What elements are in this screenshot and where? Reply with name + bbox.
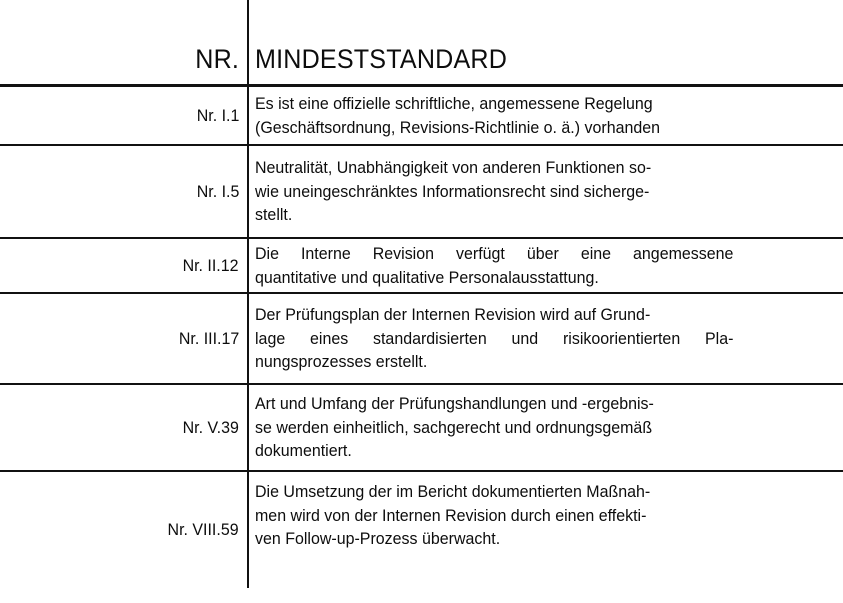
row-number-label: Nr. II.12 (183, 255, 239, 275)
table-row (0, 239, 843, 294)
text-line: ven Follow-up-Prozess überwacht. (255, 529, 501, 548)
row-number-label: Nr. I.1 (196, 105, 239, 125)
row-standard-text (255, 156, 739, 227)
row-number-label: Nr. V.39 (182, 417, 239, 437)
row-number-cell (0, 239, 247, 292)
text-line: Der Prüfungsplan der Internen Revision wird auf Grund- (255, 305, 651, 325)
header-label-standard: MINDESTSTANDARD (255, 44, 508, 74)
table-row (0, 385, 843, 472)
table-row (0, 472, 843, 588)
text-line: Die Umsetzung der im Bericht dokumentierten Maßnah- (255, 482, 651, 501)
table-row (0, 87, 843, 146)
row-number-cell (0, 472, 247, 588)
row-standard-text (255, 92, 739, 139)
text-line: quantitative und qualitative Personalausstattung. (255, 267, 599, 287)
row-standard-cell (247, 294, 843, 383)
text-line: wie uneingeschränktes Informationsrecht sind sicherge- (255, 181, 650, 201)
row-number-cell (0, 87, 247, 144)
text-line: men wird von der Internen Revision durch einen effekti- (255, 505, 647, 525)
row-standard-text (255, 480, 739, 551)
row-standard-cell (247, 239, 843, 292)
text-line: se werden einheitlich, sachgerecht und ordnungsgemäß (255, 417, 653, 437)
row-standard-cell (247, 146, 843, 237)
row-standard-text (255, 303, 739, 374)
text-line: nungsprozesses erstellt. (255, 352, 428, 372)
row-standard-cell (247, 472, 843, 588)
table-header-row (0, 0, 843, 87)
row-standard-cell (247, 385, 843, 470)
header-cell-nr (0, 0, 247, 84)
text-line: Es ist eine offizielle schriftliche, angemessene Regelung (255, 94, 653, 113)
text-line: Die Interne Revision verfügt über eine angemessene (255, 244, 734, 263)
table-row (0, 294, 843, 385)
text-line: stellt. (255, 205, 293, 225)
text-line: (Geschäftsordnung, Revisions-Richtlinie o. ä.) vorhanden (255, 117, 661, 137)
row-standard-text (255, 242, 739, 289)
row-number-cell (0, 294, 247, 383)
header-cell-standard (247, 0, 843, 84)
text-line: dokumentiert. (255, 441, 352, 461)
row-number-cell (0, 146, 247, 237)
header-label-nr: NR. (195, 44, 239, 74)
row-standard-text (255, 392, 739, 463)
row-number-label: Nr. III.17 (178, 328, 239, 348)
row-number-label: Nr. I.5 (196, 181, 239, 201)
text-line: Art und Umfang der Prüfungshandlungen und -ergebnis- (255, 394, 654, 414)
text-line: Neutralität, Unabhängigkeit von anderen Funktionen so- (255, 158, 652, 178)
row-standard-cell (247, 87, 843, 144)
row-number-cell (0, 385, 247, 470)
row-number-label: Nr. VIII.59 (167, 520, 239, 539)
text-line: lage eines standardisierten und risikoorientierten Pla- (255, 328, 734, 348)
table-row (0, 146, 843, 239)
